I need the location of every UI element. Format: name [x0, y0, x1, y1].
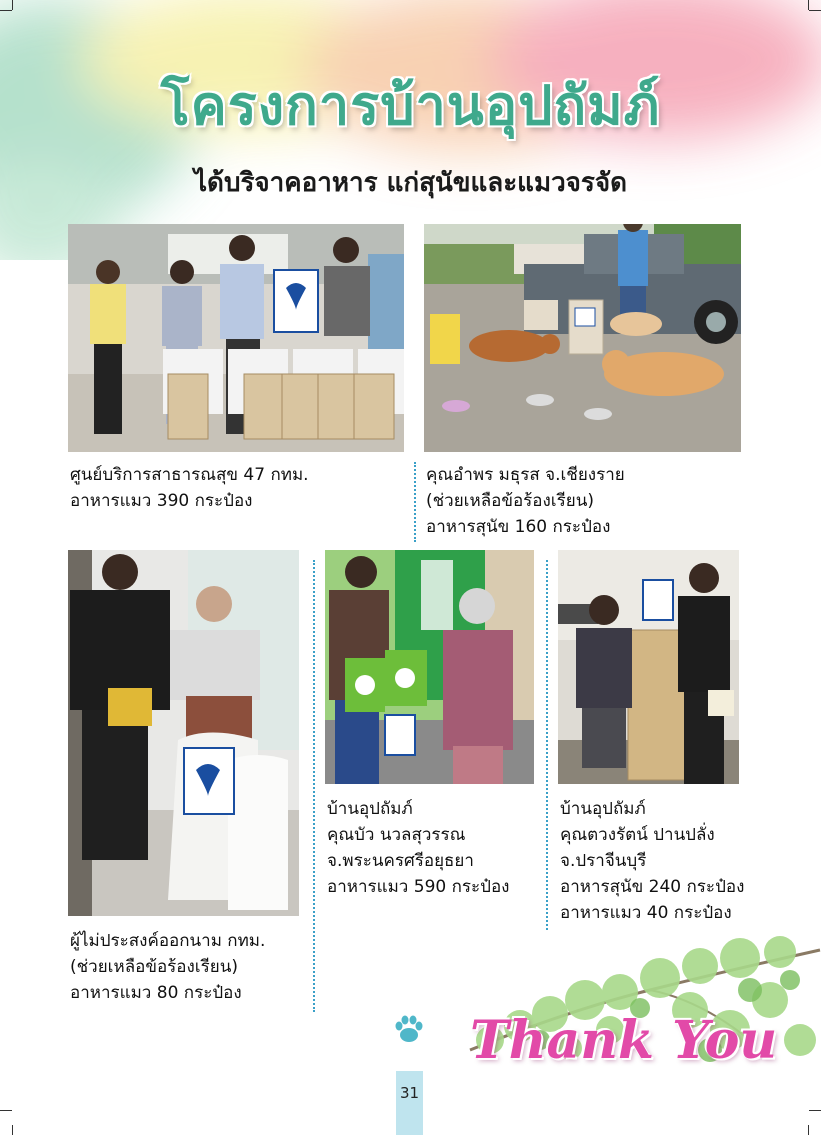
caption-line: คุณบัว นวลสุวรรณ	[327, 825, 466, 845]
caption-entry-3	[70, 928, 265, 1006]
caption-line: อาหารสุนัข 160 กระป๋อง	[426, 517, 611, 537]
caption-entry-1	[70, 462, 309, 514]
paw-icon	[392, 1012, 426, 1046]
caption-entry-5	[560, 796, 744, 926]
page-number-tab	[396, 1071, 423, 1135]
caption-line: อาหารสุนัข 240 กระป๋อง	[560, 877, 745, 897]
photo-prachinburi-home	[558, 550, 739, 784]
photo-chiangrai-dogs	[424, 224, 741, 452]
crop-mark	[809, 1110, 821, 1125]
crop-mark	[12, 0, 27, 10]
caption-line: คุณอำพร มธุรส จ.เชียงราย	[426, 465, 625, 485]
caption-line: บ้านอุปถัมภ์	[327, 799, 413, 819]
page-number: 31	[399, 1084, 420, 1102]
photo-anonymous-donor	[68, 550, 299, 916]
caption-line: คุณตวงรัตน์ ปานปลั่ง	[560, 825, 715, 845]
thank-you-text: Thank You	[470, 1010, 778, 1071]
crop-mark	[0, 10, 12, 25]
divider-line	[313, 560, 315, 1012]
divider-line	[546, 560, 548, 930]
caption-line: อาหารแมว 80 กระป๋อง	[70, 983, 242, 1003]
caption-line: (ช่วยเหลือข้อร้องเรียน)	[70, 957, 238, 977]
photo-health-center	[68, 224, 404, 452]
caption-line: จ.พระนครศรีอยุธยา	[327, 851, 474, 871]
crop-mark	[12, 1125, 27, 1135]
page-subtitle: ได้บริจาคอาหาร แก่สุนัขและแมวจรจัด	[193, 168, 627, 198]
page-title: โครงการบ้านอุปถัมภ์	[160, 74, 661, 137]
caption-line: ผู้ไม่ประสงค์ออกนาม กทม.	[70, 931, 266, 951]
crop-mark	[0, 1110, 12, 1125]
photo-ayutthaya-home	[325, 550, 534, 784]
crop-mark	[809, 10, 821, 25]
crop-mark	[794, 0, 809, 10]
caption-entry-4	[327, 796, 509, 900]
divider-line	[414, 462, 416, 542]
crop-mark	[794, 1125, 809, 1135]
caption-line: อาหารแมว 40 กระป๋อง	[560, 903, 732, 923]
caption-line: จ.ปราจีนบุรี	[560, 851, 647, 871]
caption-line: ศูนย์บริการสาธารณสุข 47 กทม.	[70, 465, 309, 485]
caption-line: อาหารแมว 590 กระป๋อง	[327, 877, 510, 897]
caption-line: (ช่วยเหลือข้อร้องเรียน)	[426, 491, 594, 511]
caption-line: บ้านอุปถัมภ์	[560, 799, 646, 819]
caption-entry-2	[426, 462, 625, 540]
caption-line: อาหารแมว 390 กระป๋อง	[70, 491, 253, 511]
